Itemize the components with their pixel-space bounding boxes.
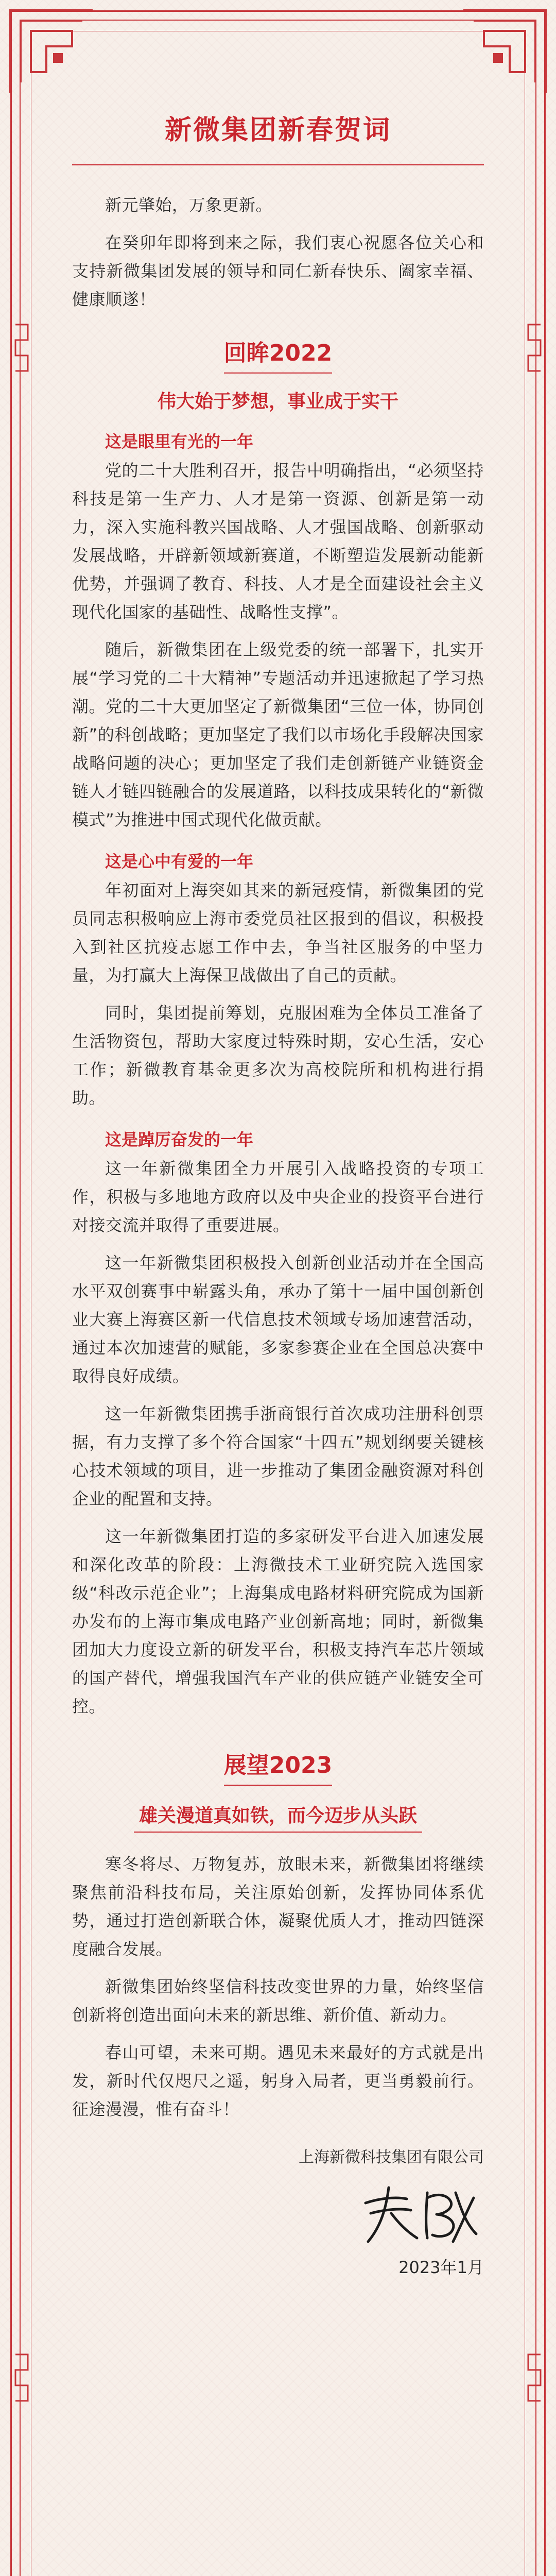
outlook-paragraph-3: 春山可望，未来可期。遇见未来最好的方式就是出发，新时代仅咫尺之遥，躬身入局者，更当勇毅前行。征途漫漫，惟有奋斗！ [72, 2043, 484, 2119]
section-heading-vision: 这是眼里有光的一年 [105, 432, 254, 451]
vision-paragraph-1: 党的二十大胜利召开，报告中明确指出，“必须坚持科技是第一生产力、人才是第一资源、创新是第一动力，深入实施科教兴国战略、人才强国战略、创新驱动发展战略，开辟新领域新赛道，不断塑造发展新动能新优势，并强调了教育、科技、人才是全面建设社会主义现代化国家的基础性、战略性支撑”。 [72, 461, 484, 622]
review-heading-underline [224, 372, 332, 374]
outlook-motto-underline [134, 1832, 422, 1833]
love-paragraph-2: 同时，集团提前筹划，克服困难为全体员工准备了生活物资包，帮助大家度过特殊时期，安心生活，安心工作；新微教育基金更多次为高校院所和机构进行捐助。 [72, 1003, 484, 1108]
outlook-paragraph-2: 新微集团始终坚信科技改变世界的力量，始终坚信创新将创造出面向未来的新思维、新价值、新动力。 [72, 1977, 484, 2025]
review-heading: 回眸2022 [223, 340, 333, 366]
intro-paragraph: 在癸卯年即将到来之际，我们衷心祝愿各位关心和支持新微集团发展的领导和同仁新春快乐、阖家幸福、健康顺遂！ [72, 233, 484, 309]
page-title: 新微集团新春贺词 [164, 115, 391, 146]
letter-body [72, 108, 484, 2278]
section-heading-love: 这是心中有爱的一年 [105, 852, 254, 871]
effort-paragraph-2: 这一年新微集团积极投入创新创业活动并在全国高水平双创赛事中崭露头角，承办了第十一届中国创新创业大赛上海赛区新一代信息技术领域专场加速营活动，通过本次加速营的赋能，多家参赛企业在全国总决赛中取得良好成绩。 [72, 1253, 484, 1386]
vision-paragraph-2: 随后，新微集团在上级党委的统一部署下，扎实开展“学习党的二十大精神”专题活动并迅速掀起了学习热潮。党的二十大更加坚定了新微集团“三位一体，协同创新”的科创战略；更加坚定了我们以市场化手段解决国家战略问题的决心；更加坚定了我们走创新链产业链资金链人才链四链融合的发展道路，以科技成果转化的“新微模式”为推进中国式现代化做贡献。 [72, 640, 484, 829]
side-ornament-right-1 [524, 319, 545, 381]
side-ornament-left-2 [11, 2349, 32, 2411]
corner-ornament-top-left [0, 0, 103, 103]
section-heading-effort: 这是踔厉奋发的一年 [105, 1130, 254, 1149]
love-paragraph-1: 年初面对上海突如其来的新冠疫情，新微集团的党员同志积极响应上海市委党员社区报到的倡议，积极投入到社区抗疫志愿工作中去，争当社区服务的中坚力量，为打赢大上海保卫战做出了自己的贡献。 [72, 880, 484, 985]
outlook-motto: 雄关漫道真如铁，而今迈步从头跃 [138, 1805, 417, 1826]
handwritten-signature [72, 2177, 484, 2249]
effort-paragraph-4: 这一年新微集团打造的多家研发平台进入加速发展和深化改革的阶段：上海微技术工业研究院入选国家级“科改示范企业”；上海集成电路材料研究院成为国新办发布的上海市集成电路产业创新高地；同时，新微集团加大力度设立新的研发平台，积极支持汽车芯片领域的国产替代，增强我国汽车产业的供应链产业链安全可控。 [72, 1527, 484, 1716]
letter-date: 2023年1月 [398, 2258, 484, 2277]
outlook-heading: 展望2023 [223, 1752, 333, 1778]
effort-paragraph-3: 这一年新微集团携手浙商银行首次成功注册科创票据，有力支撑了多个符合国家“十四五”规划纲要关键核心技术领域的项目，进一步推动了集团金融资源对科创企业的配置和支持。 [72, 1404, 484, 1509]
outlook-paragraph-1: 寒冬将尽、万物复苏，放眼未来，新微集团将继续聚焦前沿科技布局，关注原始创新，发挥协同体系优势，通过打造创新联合体，凝聚优质人才，推动四链深度融合发展。 [72, 1854, 484, 1959]
title-divider [72, 164, 484, 165]
company-name: 上海新微科技集团有限公司 [299, 2148, 484, 2166]
corner-ornament-top-right [453, 0, 556, 103]
side-ornament-right-2 [524, 2349, 545, 2411]
outlook-heading-underline [224, 1785, 332, 1786]
greeting: 新元肇始，万象更新。 [105, 195, 273, 215]
review-motto: 伟大始于梦想，事业成于实干 [157, 391, 398, 412]
effort-paragraph-1: 这一年新微集团全力开展引入战略投资的专项工作，积极与多地地方政府以及中央企业的投资平台进行对接交流并取得了重要进展。 [72, 1159, 484, 1235]
side-ornament-left-1 [11, 319, 32, 381]
